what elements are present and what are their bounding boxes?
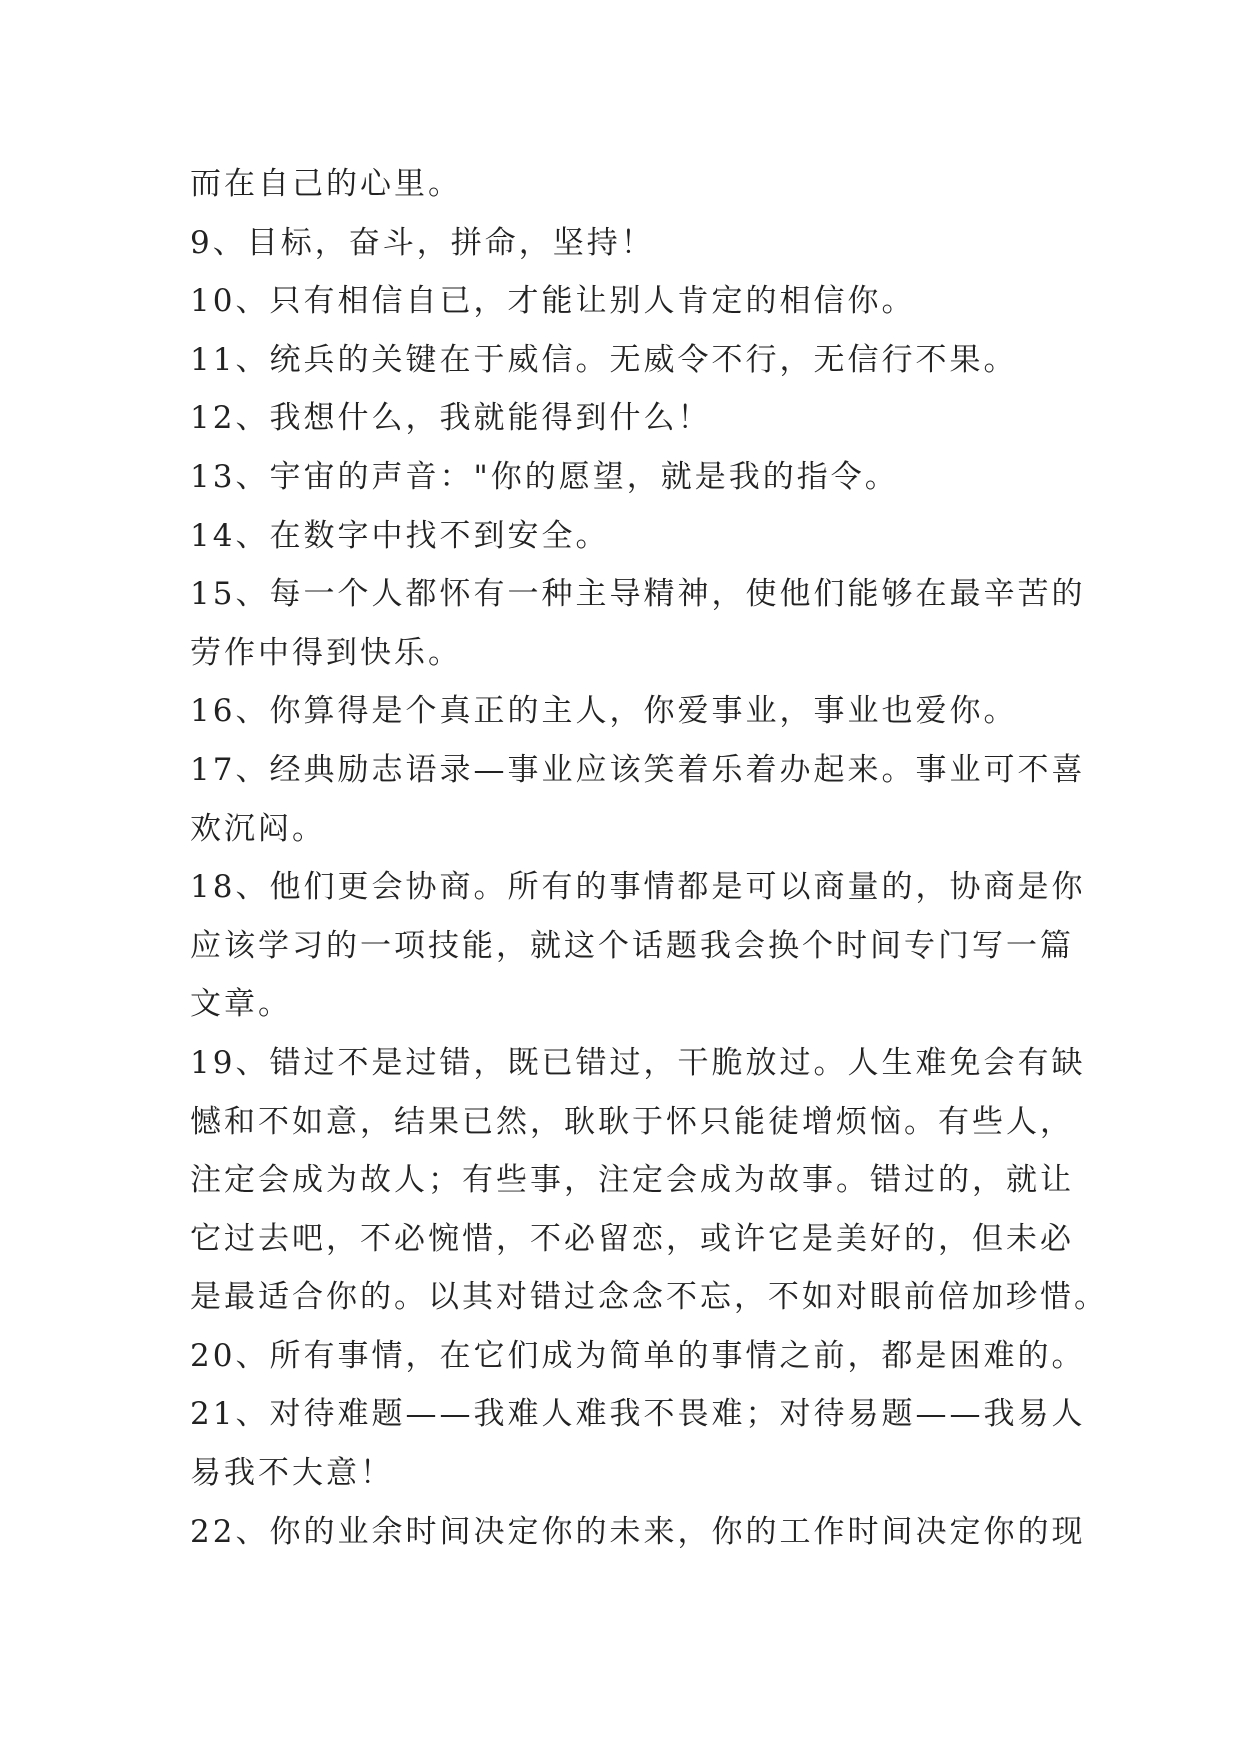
text-line-12: 欢沉闷。 bbox=[190, 810, 326, 847]
text-line-2: 9、目标，奋斗，拼命，坚持！ bbox=[190, 224, 655, 261]
text-line-23: 易我不大意！ bbox=[190, 1455, 394, 1492]
text-line-19: 它过去吧，不必惋惜，不必留恋，或许它是美好的，但未必 bbox=[190, 1220, 1074, 1257]
text-line-4: 11、统兵的关键在于威信。无威令不行，无信行不果。 bbox=[190, 341, 1018, 378]
text-line-11: 17、经典励志语录—事业应该笑着乐着办起来。事业可不喜 bbox=[190, 751, 1086, 788]
text-line-7: 14、在数字中找不到安全。 bbox=[190, 517, 610, 554]
document-page bbox=[190, 155, 1108, 1561]
text-line-15: 文章。 bbox=[190, 986, 292, 1023]
text-line-1: 而在自己的心里。 bbox=[190, 166, 462, 202]
text-line-24: 22、你的业余时间决定你的未来，你的工作时间决定你的现 bbox=[190, 1513, 1086, 1550]
text-line-18: 注定会成为故人；有些事，注定会成为故事。错过的，就让 bbox=[190, 1162, 1074, 1199]
text-line-5: 12、我想什么，我就能得到什么！ bbox=[190, 400, 712, 437]
text-line-22: 21、对待难题——我难人难我不畏难；对待易题——我易人 bbox=[190, 1396, 1086, 1433]
text-line-21: 20、所有事情，在它们成为简单的事情之前，都是困难的。 bbox=[190, 1337, 1086, 1374]
text-line-3: 10、只有相信自已，才能让别人肯定的相信你。 bbox=[190, 283, 916, 320]
text-line-10: 16、你算得是个真正的主人，你爱事业，事业也爱你。 bbox=[190, 693, 1018, 730]
text-line-16: 19、错过不是过错，既已错过，干脆放过。人生难免会有缺 bbox=[190, 1044, 1086, 1081]
text-line-20: 是最适合你的。以其对错过念念不忘，不如对眼前倍加珍惜。 bbox=[190, 1279, 1108, 1316]
text-line-9: 劳作中得到快乐。 bbox=[190, 634, 462, 671]
text-line-14: 应该学习的一项技能，就这个话题我会换个时间专门写一篇 bbox=[190, 927, 1074, 964]
text-line-6: 13、宇宙的声音："你的愿望，就是我的指令。 bbox=[190, 458, 899, 495]
text-line-17: 憾和不如意，结果已然，耿耿于怀只能徒增烦恼。有些人， bbox=[190, 1103, 1074, 1140]
text-line-13: 18、他们更会协商。所有的事情都是可以商量的，协商是你 bbox=[190, 869, 1086, 906]
text-line-8: 15、每一个人都怀有一种主导精神，使他们能够在最辛苦的 bbox=[190, 576, 1086, 613]
